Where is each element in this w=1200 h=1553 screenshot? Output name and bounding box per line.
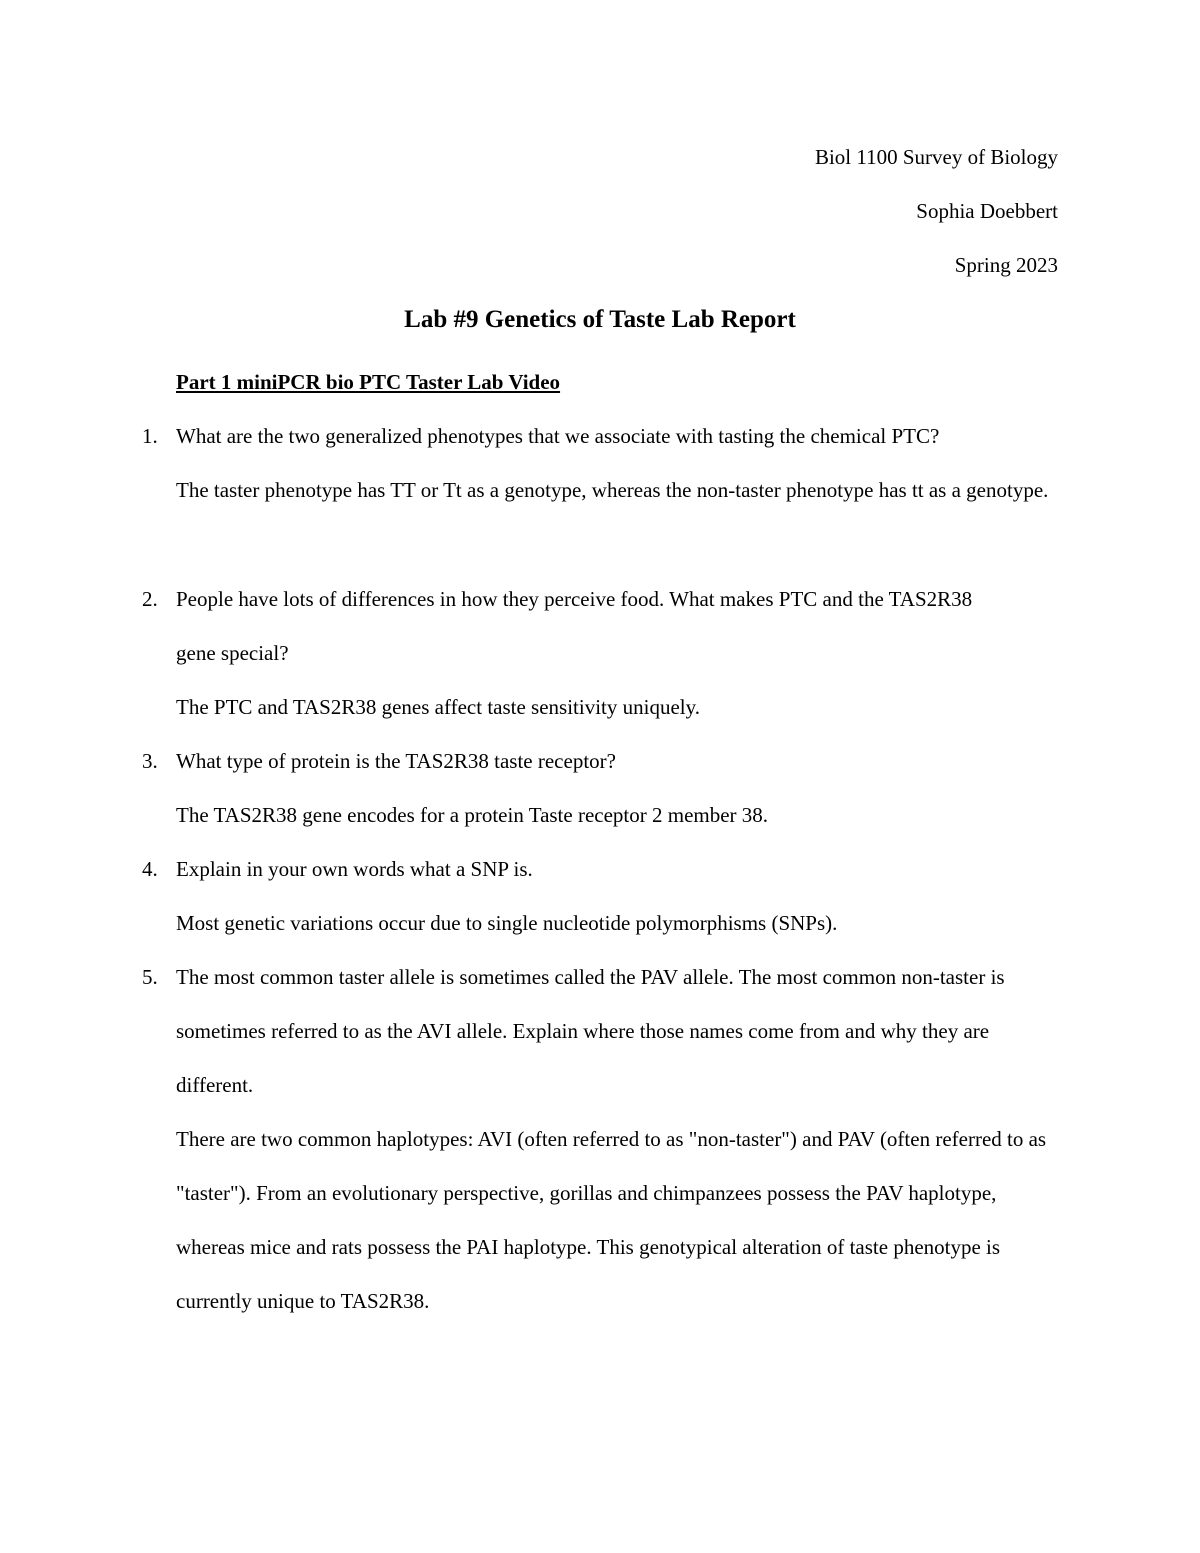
question-item-2: [142, 572, 1072, 734]
answer-text: Most genetic variations occur due to single nucleotide polymorphisms (SNPs).: [176, 911, 838, 935]
question-number: 5.: [142, 965, 158, 989]
question-item-4: [142, 842, 1072, 950]
answer-text: The TAS2R38 gene encodes for a protein Taste receptor 2 member 38.: [176, 803, 769, 827]
section-heading: Part 1 miniPCR bio PTC Taster Lab Video: [176, 370, 561, 394]
answer-text: There are two common haplotypes: AVI (often referred to as "non-taster") and PAV (often referred to as "taster"). From an evolutionary perspective, gorillas and chimpanzees possess the PAV haplotype, whereas mice and rats possess the PAI haplotype. This genotypical alteration of taste phenotype is currently unique to TAS2R38.: [176, 1127, 1047, 1313]
question-item-1: [142, 409, 1072, 517]
question-text: What are the two generalized phenotypes that we associate with tasting the chemical PTC?: [176, 424, 940, 448]
author-name: Sophia Doebbert: [916, 199, 1058, 223]
question-number: 4.: [142, 857, 158, 881]
question-text: What type of protein is the TAS2R38 taste receptor?: [176, 749, 616, 773]
question-number: 2.: [142, 587, 158, 611]
question-item-3: [142, 734, 1072, 842]
answer-text: The taster phenotype has TT or Tt as a genotype, whereas the non-taster phenotype has tt as a genotype.: [176, 478, 1049, 502]
question-text: Explain in your own words what a SNP is.: [176, 857, 533, 881]
question-number: 1.: [142, 424, 158, 448]
answer-text: The PTC and TAS2R38 genes affect taste sensitivity uniquely.: [176, 695, 701, 719]
question-item-5: [142, 950, 1072, 1328]
term-line: Spring 2023: [954, 253, 1058, 277]
question-text: The most common taster allele is sometimes called the PAV allele. The most common non-taster is sometimes referred to as the AVI allele. Explain where those names come from and why they are different.: [176, 965, 1005, 1097]
question-text: People have lots of differences in how they perceive food. What makes PTC and the TAS2R38 gene special?: [176, 587, 973, 665]
question-number: 3.: [142, 749, 158, 773]
course-line: Biol 1100 Survey of Biology: [814, 145, 1058, 169]
document-title: Lab #9 Genetics of Taste Lab Report: [404, 306, 796, 333]
